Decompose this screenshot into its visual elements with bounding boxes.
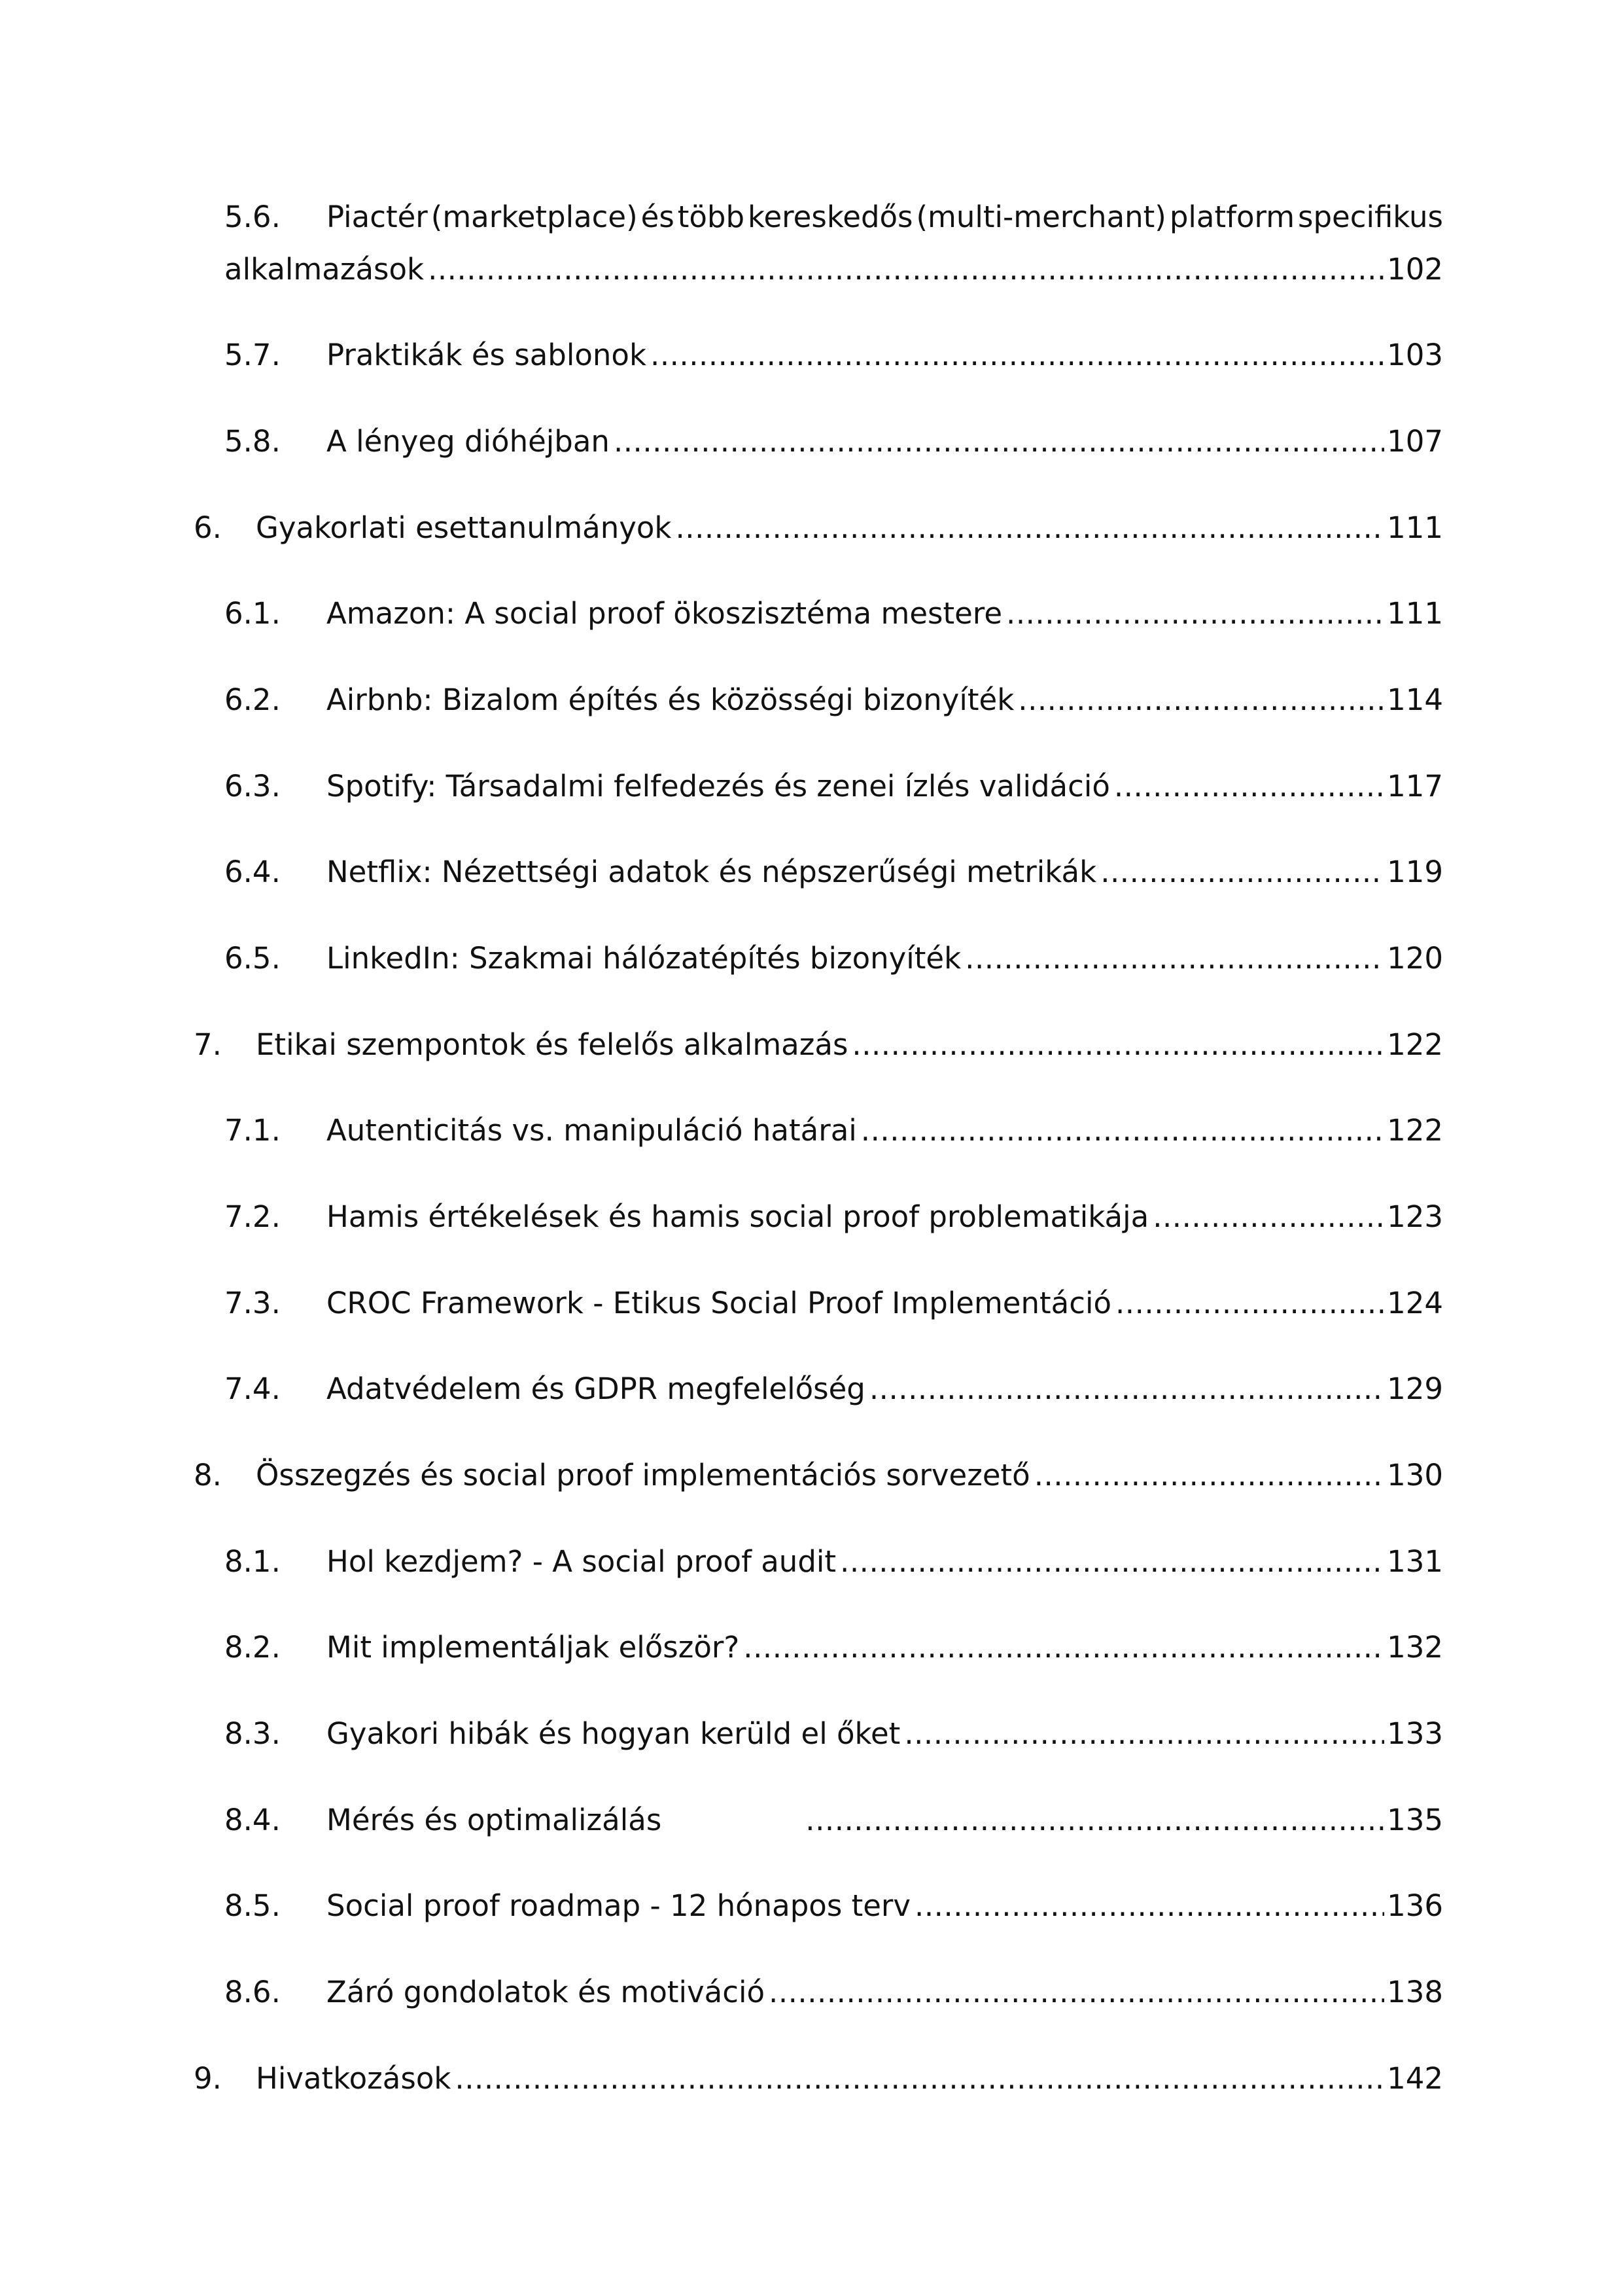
toc-entry-title: Etikai szempontok és felelős alkalmazás	[256, 1027, 848, 1062]
dot-leader	[840, 1542, 1384, 1581]
toc-entry-7-1[interactable]	[224, 1111, 1443, 1150]
toc-entry-number: 6.3.	[224, 769, 281, 804]
toc-entry-number: 5.8.	[224, 424, 281, 459]
toc-entry-7-4[interactable]	[224, 1369, 1443, 1409]
dot-leader	[805, 1801, 1384, 1840]
toc-page-number: 136	[1387, 1888, 1443, 1923]
dot-leader	[428, 250, 1384, 289]
toc-entry-8-1[interactable]	[224, 1542, 1443, 1581]
toc-entry-title: Spotify: Társadalmi felfedezés és zenei ízlés validáció	[326, 769, 1110, 804]
toc-page-number: 129	[1387, 1371, 1443, 1406]
toc-entry-number: 6.	[194, 510, 222, 545]
toc-entry-title-continued: alkalmazások	[224, 252, 425, 287]
toc-page-number: 120	[1387, 941, 1443, 976]
toc-entry-7[interactable]	[194, 1025, 1443, 1065]
toc-entry-number: 8.	[194, 1458, 222, 1492]
toc-entry-8-2[interactable]	[224, 1628, 1443, 1667]
toc-entry-number: 5.6.	[224, 200, 281, 234]
toc-entry-title: Autenticitás vs. manipuláció határai	[326, 1113, 857, 1148]
toc-entry-title: CROC Framework - Etikus Social Proof Implementáció	[326, 1286, 1111, 1320]
toc-entry-title: Netflix: Nézettségi adatok és népszerűségi metrikák	[326, 855, 1097, 889]
toc-entry-number: 9.	[194, 2061, 222, 2096]
toc-entry-title: Hivatkozások	[256, 2061, 451, 2096]
dot-leader	[1153, 1197, 1384, 1237]
toc-entry-number: 8.3.	[224, 1716, 281, 1751]
toc-page-number: 103	[1387, 338, 1443, 372]
toc-entry-6-2[interactable]	[224, 680, 1443, 720]
dot-leader	[869, 1369, 1384, 1409]
toc-entry-title: Airbnb: Bizalom építés és közösségi bizonyíték	[326, 682, 1015, 717]
toc-entry-6-4[interactable]	[224, 853, 1443, 892]
toc-entry-number: 8.4.	[224, 1803, 281, 1837]
toc-entry-number: 8.1.	[224, 1544, 281, 1579]
dot-leader	[769, 1973, 1384, 2012]
toc-entry-title: Hol kezdjem? - A social proof audit	[326, 1544, 837, 1579]
toc-page-number: 130	[1387, 1458, 1443, 1492]
toc-entry-8-6[interactable]	[224, 1973, 1443, 2012]
toc-entry-title: Amazon: A social proof ökoszisztéma mestere	[326, 596, 1003, 631]
toc-entry-title: Mit implementáljak először?	[326, 1630, 740, 1665]
toc-entry-title: Gyakori hibák és hogyan kerüld el őket	[326, 1716, 901, 1751]
toc-entry-5-7[interactable]	[224, 336, 1443, 375]
dot-leader	[455, 2059, 1384, 2098]
dot-leader	[1114, 767, 1384, 806]
dot-leader	[614, 422, 1384, 461]
toc-entry-number: 7.4.	[224, 1371, 281, 1406]
toc-entry-6[interactable]	[194, 508, 1443, 548]
toc-entry-8-3[interactable]	[224, 1714, 1443, 1754]
toc-entry-5-6-line1[interactable]	[224, 198, 1443, 237]
toc-entry-title: Piactér (marketplace) és több kereskedős (multi-merchant) platform specifikus	[326, 200, 1443, 234]
toc-entry-title: A lényeg dióhéjban	[326, 424, 610, 459]
toc-entry-title: Adatvédelem és GDPR megfelelőség	[326, 1371, 865, 1406]
toc-page-number: 119	[1387, 855, 1443, 889]
toc-entry-7-2[interactable]	[224, 1197, 1443, 1237]
toc-entry-title: Social proof roadmap - 12 hónapos terv	[326, 1888, 911, 1923]
toc-entry-8-5[interactable]	[224, 1886, 1443, 1926]
toc-page-number: 131	[1387, 1544, 1443, 1579]
toc-page-number: 107	[1387, 424, 1443, 459]
toc-entry-number: 6.2.	[224, 682, 281, 717]
toc-page-number: 123	[1387, 1199, 1443, 1234]
dot-leader	[965, 939, 1384, 978]
toc-entry-title: LinkedIn: Szakmai hálózatépítés bizonyíték	[326, 941, 962, 976]
toc-entry-8[interactable]	[194, 1456, 1443, 1495]
toc-entry-6-5[interactable]	[224, 939, 1443, 978]
toc-entry-5-8[interactable]	[224, 422, 1443, 461]
toc-entry-title: Praktikák és sablonok	[326, 338, 647, 372]
toc-page-number: 133	[1387, 1716, 1443, 1751]
dot-leader	[1100, 853, 1384, 892]
toc-page-number: 135	[1387, 1803, 1443, 1837]
toc-page-number: 138	[1387, 1975, 1443, 2009]
toc-page-number: 114	[1387, 682, 1443, 717]
toc-entry-number: 6.1.	[224, 596, 281, 631]
toc-entry-number: 6.5.	[224, 941, 281, 976]
toc-entry-number: 7.1.	[224, 1113, 281, 1148]
dot-leader	[1115, 1284, 1384, 1323]
dot-leader	[1034, 1456, 1384, 1495]
toc-page-number: 122	[1387, 1113, 1443, 1148]
toc-entry-number: 7.	[194, 1027, 222, 1062]
toc-entry-number: 8.6.	[224, 1975, 281, 2009]
toc-entry-number: 6.4.	[224, 855, 281, 889]
toc-entry-6-3[interactable]	[224, 767, 1443, 806]
dot-leader	[675, 508, 1384, 548]
toc-page-number: 124	[1387, 1286, 1443, 1320]
toc-page-number: 111	[1387, 596, 1443, 631]
dot-leader	[1018, 680, 1384, 720]
toc-page-number: 102	[1387, 252, 1443, 287]
toc-page-number: 122	[1387, 1027, 1443, 1062]
toc-entry-6-1[interactable]	[224, 594, 1443, 633]
dot-leader	[904, 1714, 1384, 1754]
toc-entry-number: 5.7.	[224, 338, 281, 372]
dot-leader	[1006, 594, 1384, 633]
dot-leader	[650, 336, 1384, 375]
toc-page-number: 142	[1387, 2061, 1443, 2096]
dot-leader	[743, 1628, 1384, 1667]
toc-entry-number: 7.3.	[224, 1286, 281, 1320]
toc-entry-number: 8.5.	[224, 1888, 281, 1923]
toc-entry-title: Záró gondolatok és motiváció	[326, 1975, 765, 2009]
dot-leader	[852, 1025, 1384, 1065]
dot-leader	[915, 1886, 1384, 1926]
toc-entry-title: Mérés és optimalizálás	[326, 1803, 662, 1837]
toc-page-number: 132	[1387, 1630, 1443, 1665]
toc-entry-7-3[interactable]	[224, 1284, 1443, 1323]
toc-page-number: 117	[1387, 769, 1443, 804]
toc-entry-9[interactable]	[194, 2059, 1443, 2098]
toc-entry-8-4[interactable]	[224, 1801, 1443, 1840]
toc-entry-title: Összegzés és social proof implementációs sorvezető	[256, 1458, 1030, 1492]
toc-entry-title: Hamis értékelések és hamis social proof problematikája	[326, 1199, 1149, 1234]
dot-leader	[861, 1111, 1384, 1150]
toc-page-number: 111	[1387, 510, 1443, 545]
toc-entry-number: 8.2.	[224, 1630, 281, 1665]
toc-entry-number: 7.2.	[224, 1199, 281, 1234]
toc-entry-5-6-line2[interactable]	[224, 250, 1443, 289]
toc-entry-title: Gyakorlati esettanulmányok	[256, 510, 672, 545]
